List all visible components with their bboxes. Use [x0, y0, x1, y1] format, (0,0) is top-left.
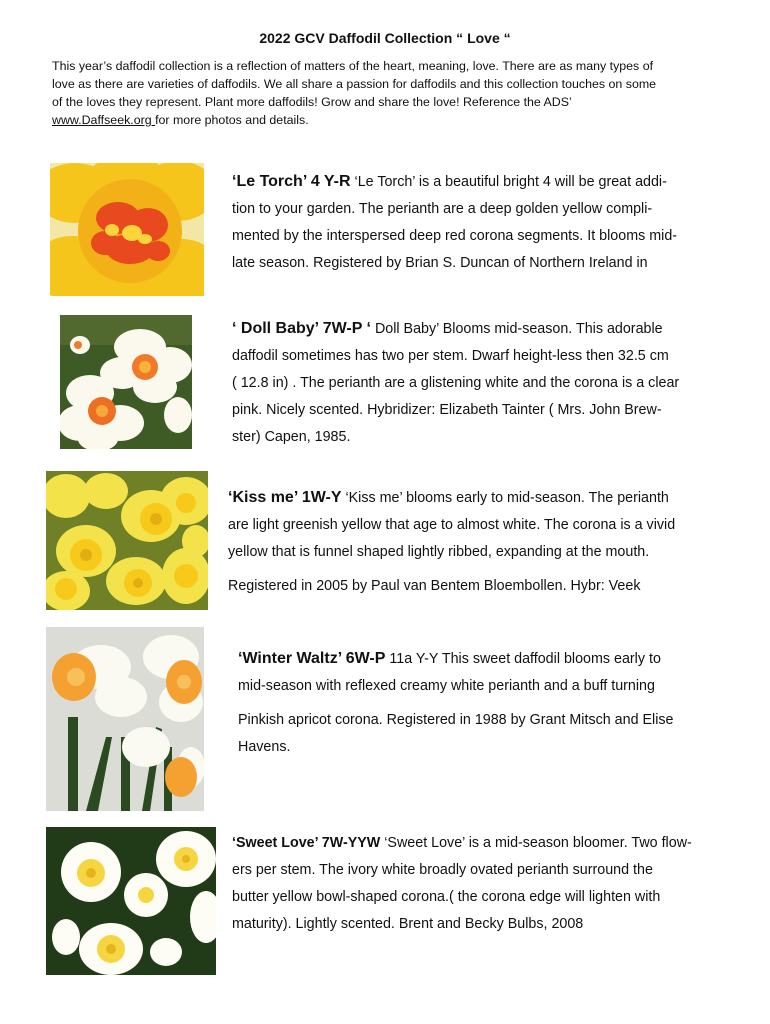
- entry-line: [238, 645, 753, 673]
- entry-text: ‘Le Torch’ is a beautiful bright 4 will be great addi-: [350, 174, 667, 190]
- intro-link-suffix: for more photos and details.: [155, 113, 309, 127]
- entry-line: maturity). Lightly scented. Brent and Becky Bulbs, 2008: [232, 916, 584, 932]
- entry-line: mid-season with reflexed creamy white perianth and a buff turning: [238, 678, 655, 694]
- entry-le-torch: [232, 168, 752, 277]
- intro-line: This year’s daffodil collection is a reflection of matters of the heart, meaning, love. There are as many types of: [52, 59, 654, 73]
- daffseek-link[interactable]: www.Daffseek.org: [52, 113, 156, 127]
- intro-line: love as there are varieties of daffodils. We all share a passion for daffodils and this collection touches on some: [52, 77, 657, 91]
- entry-line: yellow that is funnel shaped lightly ribbed, expanding at the mouth.: [228, 544, 650, 560]
- entry-line: ster) Capen, 1985.: [232, 429, 351, 445]
- entry-line: [232, 168, 752, 196]
- page-title: 2022 GCV Daffodil Collection “ Love “: [259, 30, 511, 46]
- entry-line: are light greenish yellow that age to almost white. The corona is a vivid: [228, 517, 676, 533]
- entry-sweet-love: [232, 830, 752, 938]
- entry-kiss-me: [228, 484, 753, 600]
- doll-baby-daffodil-photo: [60, 315, 192, 449]
- sweet-love-daffodil-photo: [46, 827, 216, 975]
- cultivar-name: ‘Kiss me’ 1W-Y: [228, 489, 342, 506]
- entry-text: 11a Y-Y This sweet daffodil blooms early to: [385, 651, 661, 667]
- cultivar-name: ‘Sweet Love’ 7W-YYW: [232, 835, 381, 851]
- le-torch-daffodil-photo: [50, 163, 204, 296]
- kiss-me-daffodil-photo: [46, 471, 208, 610]
- intro-line: [52, 111, 747, 129]
- entry-line: Registered in 2005 by Paul van Bentem Bloembollen. Hybr: Veek: [228, 578, 641, 594]
- entry-text: ‘Sweet Love’ is a mid-season bloomer. Two flow-: [380, 835, 692, 851]
- entry-text: Doll Baby’ Blooms mid-season. This adorable: [370, 321, 663, 337]
- entry-line: Havens.: [238, 739, 291, 755]
- entry-line: [232, 830, 752, 857]
- entry-text: ‘Kiss me’ blooms early to mid-season. The perianth: [341, 490, 669, 506]
- entry-line: [232, 315, 752, 343]
- cultivar-name: ‘Winter Waltz’ 6W-P: [238, 650, 386, 667]
- entry-line: tion to your garden. The perianth are a deep golden yellow compli-: [232, 201, 653, 217]
- entry-winter-waltz: [238, 645, 753, 761]
- cultivar-name: ‘ Doll Baby’ 7W-P ‘: [232, 320, 371, 337]
- entry-line: ( 12.8 in) . The perianth are a glistening white and the corona is a clear: [232, 375, 680, 391]
- entry-line: [228, 484, 753, 512]
- cultivar-name: ‘Le Torch’ 4 Y-R: [232, 173, 351, 190]
- entry-line: butter yellow bowl-shaped corona.( the corona edge will lighten with: [232, 889, 661, 905]
- entry-line: late season. Registered by Brian S. Duncan of Northern Ireland in: [232, 255, 648, 271]
- intro-paragraph: [52, 57, 747, 129]
- entry-line: ers per stem. The ivory white broadly ovated perianth surround the: [232, 862, 653, 878]
- entry-line: mented by the interspersed deep red corona segments. It blooms mid-: [232, 228, 678, 244]
- entry-doll-baby: [232, 315, 752, 451]
- winter-waltz-daffodil-photo: [46, 627, 204, 811]
- intro-line: of the loves they represent. Plant more daffodils! Grow and share the love! Reference the ADS’: [52, 95, 572, 109]
- entry-line: Pinkish apricot corona. Registered in 1988 by Grant Mitsch and Elise: [238, 712, 674, 728]
- entry-line: pink. Nicely scented. Hybridizer: Elizabeth Tainter ( Mrs. John Brew-: [232, 402, 662, 418]
- entry-line: daffodil sometimes has two per stem. Dwarf height-less then 32.5 cm: [232, 348, 669, 364]
